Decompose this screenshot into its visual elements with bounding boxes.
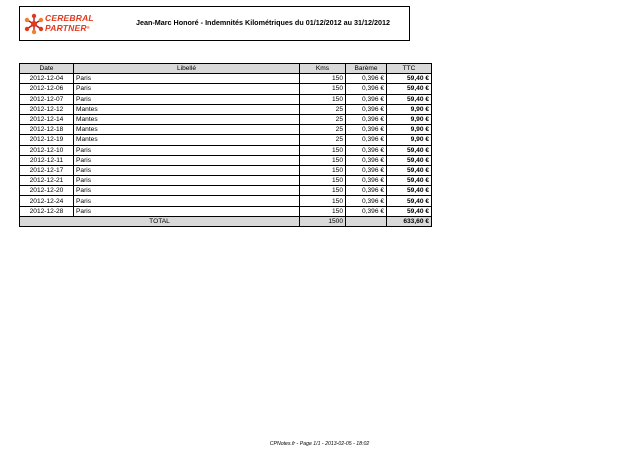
cell-date: 2012-12-07 — [20, 94, 74, 104]
cell-date: 2012-12-04 — [20, 74, 74, 84]
total-bareme — [346, 216, 387, 226]
cell-kms: 25 — [300, 135, 346, 145]
total-row — [20, 216, 432, 226]
cerebral-partner-logo — [24, 12, 104, 38]
table-row — [20, 125, 432, 135]
cell-libelle: Paris — [74, 74, 300, 84]
cell-date: 2012-12-21 — [20, 176, 74, 186]
cell-bareme: 0,396 € — [346, 176, 387, 186]
cell-ttc: 9,90 € — [387, 114, 432, 124]
cell-date: 2012-12-18 — [20, 125, 74, 135]
cell-ttc: 59,40 € — [387, 94, 432, 104]
cell-kms: 25 — [300, 104, 346, 114]
cell-kms: 150 — [300, 206, 346, 216]
total-kms: 1500 — [300, 216, 346, 226]
cell-libelle: Mantes — [74, 104, 300, 114]
total-ttc: 633,60 € — [387, 216, 432, 226]
cell-ttc: 59,40 € — [387, 176, 432, 186]
cell-libelle: Paris — [74, 176, 300, 186]
logo-line-1: CEREBRAL — [45, 13, 94, 23]
cell-kms: 25 — [300, 125, 346, 135]
cell-ttc: 59,40 € — [387, 165, 432, 175]
cell-date: 2012-12-11 — [20, 155, 74, 165]
cell-libelle: Paris — [74, 196, 300, 206]
cell-libelle: Mantes — [74, 114, 300, 124]
table-row — [20, 206, 432, 216]
cell-bareme: 0,396 € — [346, 165, 387, 175]
cell-bareme: 0,396 € — [346, 206, 387, 216]
cell-bareme: 0,396 € — [346, 74, 387, 84]
mileage-table — [19, 63, 432, 227]
cell-ttc: 59,40 € — [387, 74, 432, 84]
cell-libelle: Mantes — [74, 135, 300, 145]
cell-date: 2012-12-20 — [20, 186, 74, 196]
cell-kms: 150 — [300, 155, 346, 165]
cell-bareme: 0,396 € — [346, 125, 387, 135]
cell-bareme: 0,396 € — [346, 186, 387, 196]
column-header-libelle: Libellé — [74, 64, 300, 74]
column-header-bareme: Barème — [346, 64, 387, 74]
cell-libelle: Paris — [74, 155, 300, 165]
table-row — [20, 145, 432, 155]
registered-mark: ® — [86, 25, 90, 30]
total-label: TOTAL — [20, 216, 300, 226]
cell-ttc: 59,40 € — [387, 186, 432, 196]
cell-libelle: Paris — [74, 186, 300, 196]
table-row — [20, 165, 432, 175]
cell-kms: 150 — [300, 196, 346, 206]
cell-kms: 150 — [300, 165, 346, 175]
cell-libelle: Paris — [74, 84, 300, 94]
table-row — [20, 94, 432, 104]
cell-date: 2012-12-12 — [20, 104, 74, 114]
cell-kms: 150 — [300, 94, 346, 104]
cell-libelle: Paris — [74, 165, 300, 175]
report-header — [19, 6, 410, 41]
cell-ttc: 9,90 € — [387, 104, 432, 114]
table-row — [20, 74, 432, 84]
table-row — [20, 114, 432, 124]
table-row — [20, 135, 432, 145]
logo-wordmark — [45, 13, 94, 33]
cell-kms: 150 — [300, 176, 346, 186]
cell-date: 2012-12-17 — [20, 165, 74, 175]
cell-ttc: 59,40 € — [387, 206, 432, 216]
cell-date: 2012-12-24 — [20, 196, 74, 206]
cell-bareme: 0,396 € — [346, 84, 387, 94]
table-row — [20, 186, 432, 196]
cell-bareme: 0,396 € — [346, 135, 387, 145]
cell-bareme: 0,396 € — [346, 94, 387, 104]
cell-libelle: Paris — [74, 145, 300, 155]
cell-kms: 150 — [300, 186, 346, 196]
cell-libelle: Paris — [74, 206, 300, 216]
molecule-logo-icon — [24, 13, 44, 35]
table-row — [20, 196, 432, 206]
cell-date: 2012-12-10 — [20, 145, 74, 155]
cell-ttc: 59,40 € — [387, 196, 432, 206]
table-body — [20, 74, 432, 217]
cell-ttc: 9,90 € — [387, 135, 432, 145]
cell-bareme: 0,396 € — [346, 114, 387, 124]
cell-kms: 150 — [300, 74, 346, 84]
logo-line-2: PARTNER® — [45, 23, 90, 33]
column-header-kms: Kms — [300, 64, 346, 74]
cell-ttc: 59,40 € — [387, 155, 432, 165]
table-row — [20, 84, 432, 94]
cell-date: 2012-12-14 — [20, 114, 74, 124]
cell-kms: 150 — [300, 145, 346, 155]
table-row — [20, 155, 432, 165]
cell-bareme: 0,396 € — [346, 145, 387, 155]
table-header-row — [20, 64, 432, 74]
column-header-date: Date — [20, 64, 74, 74]
cell-libelle: Mantes — [74, 125, 300, 135]
page-footer: CPNotes.fr - Page 1/1 - 2013-02-05 - 18:02 — [269, 441, 370, 447]
cell-ttc: 59,40 € — [387, 145, 432, 155]
column-header-ttc: TTC — [387, 64, 432, 74]
table-row — [20, 104, 432, 114]
cell-kms: 25 — [300, 114, 346, 124]
cell-kms: 150 — [300, 84, 346, 94]
cell-date: 2012-12-06 — [20, 84, 74, 94]
cell-date: 2012-12-19 — [20, 135, 74, 145]
cell-bareme: 0,396 € — [346, 155, 387, 165]
cell-bareme: 0,396 € — [346, 196, 387, 206]
cell-ttc: 59,40 € — [387, 84, 432, 94]
table-row — [20, 176, 432, 186]
page-title: Jean-Marc Honoré - Indemnités Kilométriques du 01/12/2012 au 31/12/2012 — [135, 18, 391, 27]
cell-bareme: 0,396 € — [346, 104, 387, 114]
cell-libelle: Paris — [74, 94, 300, 104]
cell-ttc: 9,90 € — [387, 125, 432, 135]
cell-date: 2012-12-28 — [20, 206, 74, 216]
